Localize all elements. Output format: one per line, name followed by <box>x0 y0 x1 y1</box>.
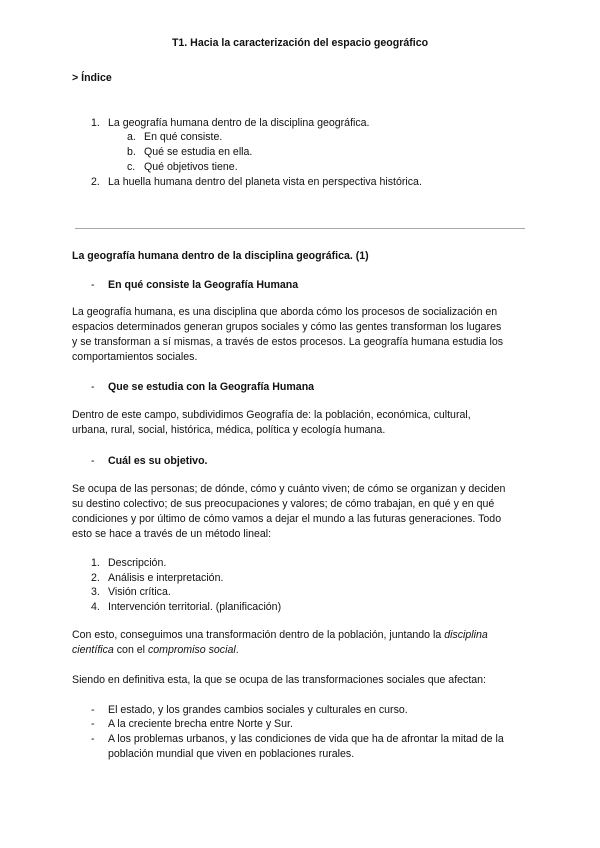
paragraph-line: La geografía humana, es una disciplina que aborda cómo los procesos de socialización en <box>72 306 498 318</box>
final-list-item: El estado, y los grandes cambios sociales y culturales en curso. <box>108 704 408 716</box>
final-list-item: A la creciente brecha entre Norte y Sur. <box>108 718 293 730</box>
index-item-text: La huella humana dentro del planeta vista en perspectiva histórica. <box>108 176 422 188</box>
text-run: con el <box>113 644 148 656</box>
index-item-text: Qué se estudia en ella. <box>144 146 253 158</box>
index-item-text: En qué consiste. <box>144 131 223 143</box>
paragraph-line: comportamientos sociales. <box>72 351 198 363</box>
method-item-text: Visión crítica. <box>108 586 171 598</box>
horizontal-divider <box>75 228 525 229</box>
paragraph <box>72 408 532 438</box>
bullet-dash: - <box>91 279 95 291</box>
method-item-number: 2. <box>91 572 100 584</box>
index-heading: > Índice <box>72 72 112 84</box>
paragraph-line: esto se hace a través de un método lineal: <box>72 528 272 540</box>
method-item-number: 3. <box>91 586 100 598</box>
paragraph-line <box>72 643 532 658</box>
final-intro: Siendo en definitiva esta, la que se ocupa de las transformaciones sociales que afectan: <box>72 674 487 686</box>
paragraph-line: urbana, rural, social, histórica, médica, política y ecología humana. <box>72 424 386 436</box>
italic-term: disciplina <box>444 629 488 641</box>
subsection-heading: Cuál es su objetivo. <box>108 455 208 467</box>
method-item-text: Descripción. <box>108 557 167 569</box>
method-item-text: Análisis e interpretación. <box>108 572 224 584</box>
index-item-number: 2. <box>91 176 100 188</box>
index-item-text: La geografía humana dentro de la disciplina geográfica. <box>108 117 370 129</box>
bullet-dash: - <box>91 718 95 730</box>
conclusion-paragraph <box>72 628 532 658</box>
paragraph-line: su destino colectivo; de sus preocupaciones y valores; de cómo trabajan, en qué y en qué <box>72 498 495 510</box>
paragraph-line <box>72 628 532 643</box>
paragraph <box>72 305 532 365</box>
index-item-letter: c. <box>127 161 136 173</box>
subsection-heading: Que se estudia con la Geografía Humana <box>108 381 315 393</box>
method-item-number: 4. <box>91 601 100 613</box>
index-item-letter: a. <box>127 131 136 143</box>
italic-term: compromiso social <box>147 644 236 656</box>
method-item-text: Intervención territorial. (planificación) <box>108 601 282 613</box>
method-item-number: 1. <box>91 557 100 569</box>
bullet-dash: - <box>91 381 95 393</box>
index-item-text: Qué objetivos tiene. <box>144 161 238 173</box>
index-item-number: 1. <box>91 117 100 129</box>
final-list-item-continuation: población mundial que viven en poblaciones rurales. <box>108 748 355 760</box>
text-run: Con esto, conseguimos una transformación dentro de la población, juntando la <box>72 629 445 641</box>
paragraph-line: Dentro de este campo, subdividimos Geografía de: la población, económica, cultural, <box>72 409 471 421</box>
document-title: T1. Hacia la caracterización del espacio geográfico <box>171 37 429 49</box>
section-heading: La geografía humana dentro de la disciplina geográfica. (1) <box>72 250 369 262</box>
bullet-dash: - <box>91 704 95 716</box>
text-run: . <box>235 644 239 656</box>
bullet-dash: - <box>91 733 95 745</box>
index-item-letter: b. <box>127 146 136 158</box>
italic-term: científica <box>72 644 114 656</box>
final-list-item: A los problemas urbanos, y las condiciones de vida que ha de afrontar la mitad de la <box>108 733 504 745</box>
bullet-dash: - <box>91 455 95 467</box>
paragraph-line: espacios determinados generan grupos sociales y cómo las gentes transforman los lugares <box>72 321 502 333</box>
paragraph-line: Se ocupa de las personas; de dónde, cómo y cuánto viven; de cómo se organizan y deciden <box>72 483 506 495</box>
paragraph-line: y se transforman a sí mismas, a través de estos procesos. La geografía humana estudia los <box>72 336 504 348</box>
paragraph <box>72 482 532 542</box>
paragraph-line: condiciones y por último de cómo vamos a dejar el mundo a las futuras generaciones. Todo <box>72 513 502 525</box>
subsection-heading: En qué consiste la Geografía Humana <box>108 279 299 291</box>
